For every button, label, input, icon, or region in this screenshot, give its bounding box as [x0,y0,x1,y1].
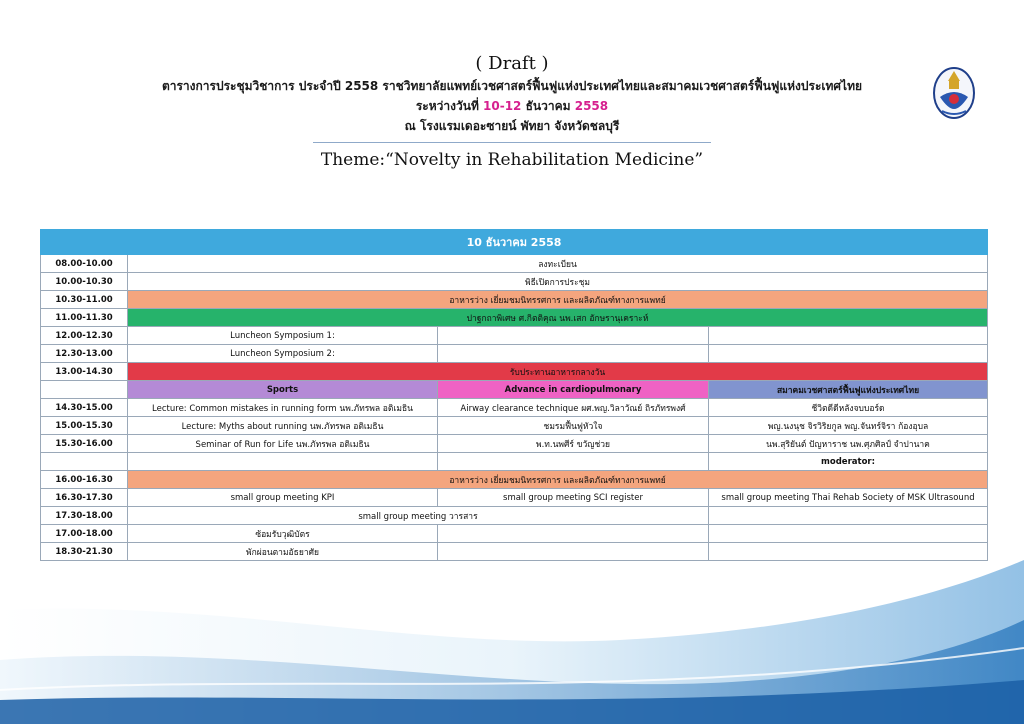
time-cell: 15.30-16.00 [41,435,128,453]
date-year: 2558 [574,99,609,113]
session-cell: Luncheon Symposium 2: [128,345,438,363]
table-row [41,309,988,327]
date-range: 10-12 [483,99,522,113]
time-cell: 17.00-18.00 [41,525,128,543]
day-header-row [41,230,988,255]
time-cell: 14.30-15.00 [41,399,128,417]
schedule-table [40,229,988,561]
table-row [41,507,988,525]
session-cell: Lecture: Common mistakes in running form นพ.ภัทรพล อติเมธิน [128,399,438,417]
empty-cell [41,453,128,471]
session-cell: ชมรมฟื้นฟูหัวใจ [438,417,709,435]
table-row [41,525,988,543]
time-cell: 18.30-21.30 [41,543,128,561]
empty-cell [41,381,128,399]
empty-cell [709,525,988,543]
session-cell: Airway clearance technique ผศ.พญ.วิลาวัณย์ ถิรภัทรพงศ์ [438,399,709,417]
track-society: สมาคมเวชศาสตร์ฟื้นฟูแห่งประเทศไทย [709,381,988,399]
track-header-row [41,381,988,399]
conference-theme: Theme:“Novelty in Rehabilitation Medicine” [320,150,704,170]
table-row [41,489,988,507]
session-cell: พ.ท.นพศีร์ ขวัญช่วย [438,435,709,453]
conference-dates [0,96,1024,116]
session-cell: พญ.นงนุช จิรวิริยกูล พญ.จันทร์จิรา ก้องอุบล [709,417,988,435]
empty-cell [438,543,709,561]
table-row [41,543,988,561]
track-cardiopulmonary: Advance in cardiopulmonary [438,381,709,399]
empty-cell [128,453,438,471]
session-cell: ซ้อมรับวุฒิบัตร [128,525,438,543]
time-cell: 16.30-17.30 [41,489,128,507]
table-row [41,435,988,453]
session-cell: Luncheon Symposium 1: [128,327,438,345]
session-cell: small group meeting KPI [128,489,438,507]
conference-venue: ณ โรงแรมเดอะซายน์ พัทยา จังหวัดชลบุรี [404,119,620,133]
session-cell: Lecture: Myths about running นพ.ภัทรพล อติเมธิน [128,417,438,435]
time-cell: 13.00-14.30 [41,363,128,381]
table-row [41,327,988,345]
draft-label: ( Draft ) [475,53,549,74]
session-cell: small group meeting วารสาร [128,507,709,525]
time-cell: 12.30-13.00 [41,345,128,363]
time-cell: 10.00-10.30 [41,273,128,291]
session-cell: นพ.สุริยันต์ ปัญหาราช นพ.ศุภศิลป์ จำปานาค [709,435,988,453]
time-cell: 08.00-10.00 [41,255,128,273]
empty-cell [709,507,988,525]
table-row [41,453,988,471]
session-cell: พิธีเปิดการประชุม [128,273,988,291]
time-cell: 11.00-11.30 [41,309,128,327]
day-title: 10 ธันวาคม 2558 [41,230,988,255]
table-row [41,417,988,435]
empty-cell [438,525,709,543]
table-row [41,273,988,291]
lunch-cell: รับประทานอาหารกลางวัน [128,363,988,381]
empty-cell [438,345,709,363]
time-cell: 15.00-15.30 [41,417,128,435]
session-cell: ชีวิตดีดีหลังจบบอร์ด [709,399,988,417]
break-cell: อาหารว่าง เยี่ยมชมนิทรรศการ และผลิตภัณฑ์ทางการแพทย์ [128,471,988,489]
session-cell: พักผ่อนตามอัธยาศัย [128,543,438,561]
moderator-cell: moderator: [709,453,988,471]
table-row [41,363,988,381]
date-prefix: ระหว่างวันที่ [415,99,484,113]
table-row [41,291,988,309]
session-cell: ลงทะเบียน [128,255,988,273]
table-row [41,471,988,489]
session-cell: small group meeting SCI register [438,489,709,507]
track-sports: Sports [128,381,438,399]
empty-cell [438,327,709,345]
time-cell: 12.00-12.30 [41,327,128,345]
table-row [41,255,988,273]
empty-cell [438,453,709,471]
keynote-cell: ปาฐกถาพิเศษ ศ.กิตติคุณ นพ.เสก อักษรานุเคราะห์ [128,309,988,327]
header-divider [313,142,711,143]
session-cell: Seminar of Run for Life นพ.ภัทรพล อติเมธิน [128,435,438,453]
table-row [41,345,988,363]
empty-cell [709,345,988,363]
table-row [41,399,988,417]
empty-cell [709,543,988,561]
break-cell: อาหารว่าง เยี่ยมชมนิทรรศการ และผลิตภัณฑ์ทางการแพทย์ [128,291,988,309]
conference-title: ตารางการประชุมวิชาการ ประจำปี 2558 ราชวิทยาลัยแพทย์เวชศาสตร์ฟื้นฟูแห่งประเทศไทยและสมาคมเวชศาสตร์ฟื้นฟูแห่งประเทศไทย [161,79,863,93]
time-cell: 10.30-11.00 [41,291,128,309]
time-cell: 16.00-16.30 [41,471,128,489]
document-header [0,52,1024,172]
session-cell: small group meeting Thai Rehab Society of MSK Ultrasound [709,489,988,507]
time-cell: 17.30-18.00 [41,507,128,525]
empty-cell [709,327,988,345]
date-month: ธันวาคม [521,99,575,113]
